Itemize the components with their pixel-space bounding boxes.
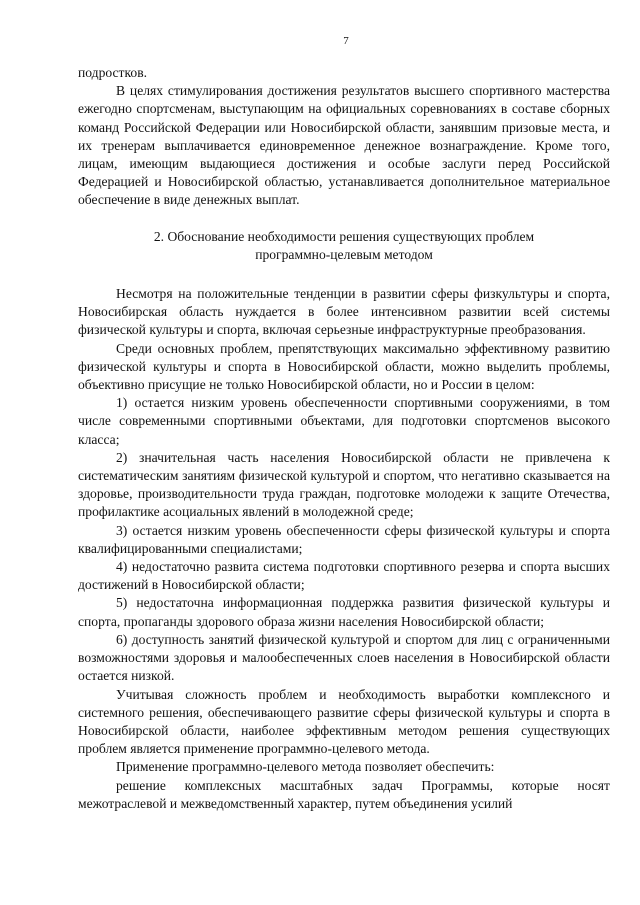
list-item-problem-4: 4) недостаточно развита система подготовки спортивного резерва и спорта высших достижений в Новосибирской области; bbox=[78, 559, 610, 593]
paragraph-method-justification: Учитывая сложность проблем и необходимость выработки комплексного и системного решения, обеспечивающего развитие сферы физической культуры и спорта в Новосибирской области, наиболее эффективным методом решения существующих проблем является применение программно-целевого метода. bbox=[78, 686, 610, 757]
list-item-problem-2: 2) значительная часть населения Новосибирской области не привлечена к систематическим занятиям физической культурой и спортом, что негативно сказывается на здоровье, производительности труда граждан, подготовке молодежи к защите Отечества, профилактике асоциальных явлений в молодежной среде; bbox=[78, 449, 610, 520]
paragraph-rewards: В целях стимулирования достижения результатов высшего спортивного мастерства ежегодно спортсменам, выступающим на официальных соревнованиях в составе сборных команд Российской Федерации или Новосибирской области, занявшим призовые места, и их тренерам выплачивается единовременное денежное вознаграждение. Кроме того, лицам, имеющим выдающиеся достижения и особые заслуги перед Российской Федерацией и Новосибирской областью, устанавливается дополнительное материальное обеспечение в виде денежных выплат. bbox=[78, 83, 610, 208]
list-item-problem-1: 1) остается низким уровень обеспеченности спортивными сооружениями, в том числе современными спортивными объектами, для подготовки спортсменов высокого класса; bbox=[78, 395, 610, 447]
paragraph-intro: Несмотря на положительные тенденции в развитии сферы физкультуры и спорта, Новосибирская область нуждается в более интенсивном развитии всей системы физической культуры и спорта, включая серьезные инфраструктурные преобразования. bbox=[78, 286, 610, 338]
paragraph-complex-tasks: решение комплексных масштабных задач Программы, которые носят межотраслевой и межведомственный характер, путем объединения усилий bbox=[78, 777, 610, 811]
paragraph-method-benefits: Применение программно-целевого метода позволяет обеспечить: bbox=[116, 759, 495, 775]
list-item-problem-5: 5) недостаточна информационная поддержка развития физической культуры и спорта, пропаганды здорового образа жизни населения Новосибирской области; bbox=[78, 595, 610, 629]
section-heading-line-1: 2. Обоснование необходимости решения существующих проблем bbox=[153, 228, 535, 244]
page-number: 7 bbox=[343, 35, 349, 47]
section-heading bbox=[78, 228, 610, 264]
document-page bbox=[78, 34, 610, 813]
list-item-problem-6: 6) доступность занятий физической культурой и спортом для лиц с ограниченными возможностями здоровья и малообеспеченных слоев населения в Новосибирской области остается низкой. bbox=[78, 631, 610, 684]
list-item-problem-3: 3) остается низким уровень обеспеченности сферы физической культуры и спорта квалифицированными специалистами; bbox=[78, 522, 610, 556]
paragraph-continuation: подростков. bbox=[78, 65, 148, 80]
paragraph-problems-lead: Среди основных проблем, препятствующих максимально эффективному развитию физической культуры и спорта в Новосибирской области, можно выделить проблемы, объективно присущие не только Новосибирской области, но и России в целом: bbox=[78, 340, 610, 393]
section-heading-line-2: программно-целевым методом bbox=[255, 246, 433, 262]
